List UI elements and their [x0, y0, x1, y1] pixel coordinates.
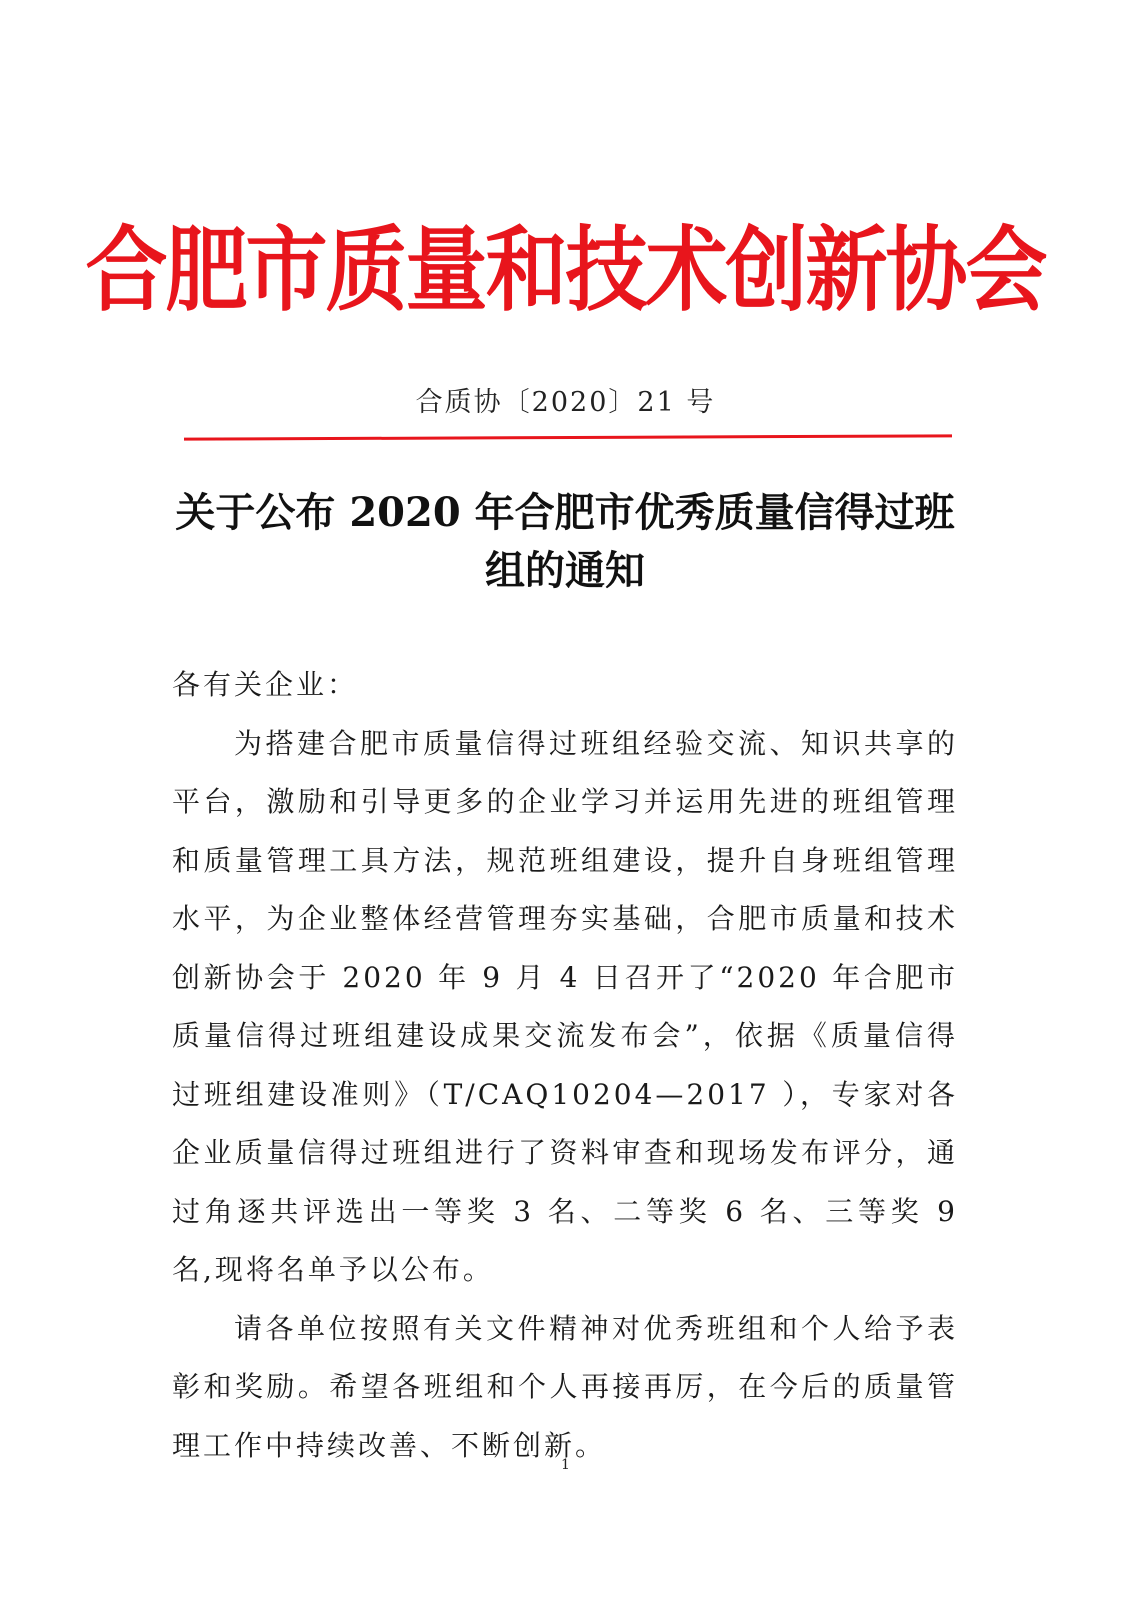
- salutation: 各有关企业：: [172, 668, 359, 701]
- page-number: 1: [561, 1457, 570, 1473]
- body-paragraph-2: 请各单位按照有关文件精神对优秀班组和个人给予表彰和奖励。希望各班组和个人再接再厉，在今后的质量管理工作中持续改善、不断创新。: [172, 1311, 958, 1462]
- notice-title: 关于公布 2020 年合肥市优秀质量信得过班组的通知: [175, 489, 955, 594]
- notice-body: [172, 656, 958, 1475]
- body-paragraph-1: 为搭建合肥市质量信得过班组经验交流、知识共享的平台，激励和引导更多的企业学习并运用先进的班组管理和质量管理工具方法，规范班组建设，提升自身班组管理水平，为企业整体经营管理夯实基础，合肥市质量和技术创新协会于 2020 年 9 月 4 日召开了“2020 年合肥市质量信得过班组建设成果交流发布会”，依据《质量信得过班组建设准则》（T/CAQ10204—2017 ），专家对各企业质量信得过班组进行了资料审查和现场发布评分，通过角逐共评选出一等奖 3 名、二等奖 6 名、三等奖 9 名,现将名单予以公布。: [172, 726, 958, 1286]
- organization-letterhead: 合肥市质量和技术创新协会: [85, 218, 1046, 325]
- letterhead-divider: [184, 434, 952, 440]
- document-number: 合质协〔2020〕21 号: [415, 387, 716, 418]
